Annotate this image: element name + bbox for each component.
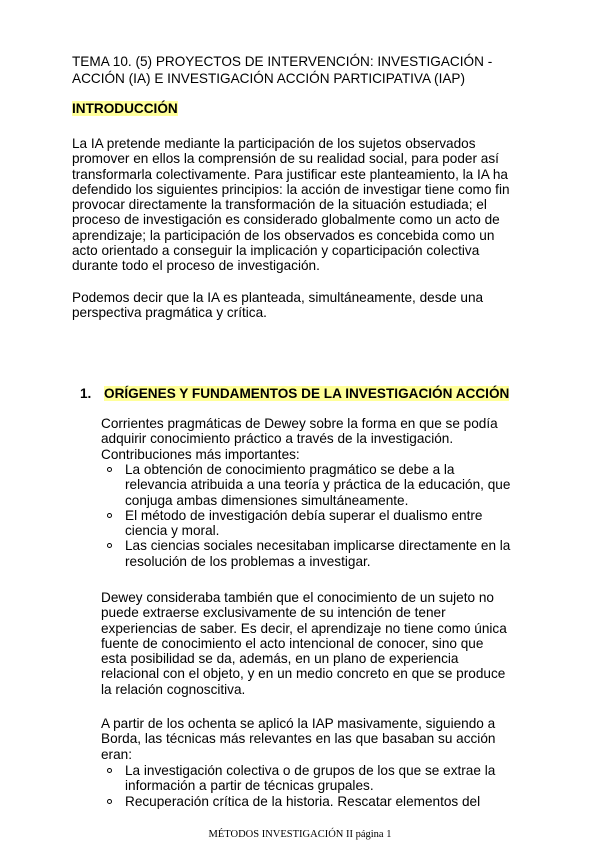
- hollow-bullet-icon: [107, 467, 112, 472]
- section-1-paragraph-1: [101, 416, 541, 462]
- list-item: [101, 763, 541, 794]
- intro-heading-text: INTRODUCCIÓN: [72, 101, 178, 116]
- text-line: proceso de investigación es considerado globalmente como un acto de: [72, 212, 500, 228]
- text-line: eran:: [101, 746, 132, 762]
- document-title: [72, 53, 532, 87]
- text-line: Las ciencias sociales necesitaban implicarse directamente en la: [125, 538, 511, 554]
- text-line: información a partir de técnicas grupales.: [125, 778, 374, 794]
- section-1-heading: [80, 385, 509, 403]
- section-1-heading-text: ORÍGENES Y FUNDAMENTOS DE LA INVESTIGACIÓN ACCIÓN: [104, 386, 510, 401]
- text-line: Borda, las técnicas más relevantes en las que basaban su acción: [101, 731, 496, 747]
- title-line: TEMA 10. (5) PROYECTOS DE INTERVENCIÓN: INVESTIGACIÓN -: [72, 54, 493, 69]
- text-line: La obtención de conocimiento pragmático se debe a la: [125, 462, 455, 477]
- contributions-list: [101, 462, 541, 569]
- section-number: 1.: [80, 386, 92, 401]
- hollow-bullet-icon: [107, 768, 112, 773]
- intro-heading: [72, 100, 178, 118]
- text-line: experiencias de saber. Es decir, el aprendizaje no tiene como única: [101, 620, 507, 636]
- hollow-bullet-icon: [107, 543, 112, 548]
- text-line: El método de investigación debía superar el dualismo entre: [125, 507, 483, 523]
- text-line: durante todo el proceso de investigación.: [72, 258, 320, 274]
- text-line: Podemos decir que la IA es planteada, simultáneamente, desde una: [72, 290, 484, 305]
- text-line: relevancia atribuida a una teoría y práctica de la educación, que: [125, 477, 511, 493]
- text-line: esta posibilidad se da, además, en un plano de experiencia: [101, 651, 459, 667]
- list-item: [101, 538, 541, 569]
- text-line: transformarla colectivamente. Para justificar este planteamiento, la IA ha: [72, 166, 508, 182]
- text-line: resolución de los problemas a investigar.: [125, 553, 371, 569]
- text-line: perspectiva pragmática y crítica.: [72, 305, 267, 321]
- text-line: adquirir conocimiento práctico a través de la investigación.: [101, 431, 454, 447]
- list-item: [101, 794, 541, 809]
- section-1-paragraph-2: [101, 590, 541, 697]
- techniques-list: [101, 763, 541, 809]
- text-line: A partir de los ochenta se aplicó la IAP masivamente, siguiendo a: [101, 716, 496, 731]
- list-item: [101, 508, 541, 539]
- title-line: ACCIÓN (IA) E INVESTIGACIÓN ACCIÓN PARTICIPATIVA (IAP): [72, 71, 466, 86]
- hollow-bullet-icon: [107, 513, 112, 518]
- intro-paragraph-2: [72, 290, 542, 321]
- text-line: Corrientes pragmáticas de Dewey sobre la forma en que se podía: [101, 416, 498, 431]
- text-line: aprendizaje; la participación de los observados es concebida como un: [72, 227, 495, 243]
- text-line: fuente de conocimiento el acto intencional de conocer, sino que: [101, 635, 484, 651]
- text-line: acto orientado a conseguir la implicación y coparticipación colectiva: [72, 243, 480, 259]
- text-line: relacional con el objeto, y en un medio concreto en que se produce: [101, 666, 506, 682]
- text-line: Recuperación crítica de la historia. Rescatar elementos del: [125, 793, 481, 809]
- text-line: La IA pretende mediante la participación de los sujetos observados: [72, 136, 476, 151]
- text-line: defendido los siguientes principios: la acción de investigar tiene como fin: [72, 181, 510, 197]
- text-line: promover en ellos la comprensión de su realidad social, para poder así: [72, 151, 499, 167]
- list-item: [101, 462, 541, 508]
- text-line: conjuga ambas dimensiones simultáneamente.: [125, 492, 409, 508]
- hollow-bullet-icon: [107, 799, 112, 804]
- text-line: puede extraerse exclusivamente de su intención de tener: [101, 605, 446, 621]
- section-1-paragraph-3: [101, 716, 541, 762]
- page-footer: MÉTODOS INVESTIGACIÓN II página 1: [208, 829, 392, 840]
- text-line: ciencia y moral.: [125, 523, 220, 539]
- text-line: provocar directamente la transformación de la situación estudiada; el: [72, 197, 487, 213]
- intro-paragraph-1: [72, 136, 542, 274]
- text-line: Contribuciones más importantes:: [101, 446, 300, 462]
- text-line: Dewey consideraba también que el conocimiento de un sujeto no: [101, 590, 494, 605]
- text-line: La investigación colectiva o de grupos de los que se extrae la: [125, 763, 496, 778]
- text-line: la relación cognoscitiva.: [101, 681, 246, 697]
